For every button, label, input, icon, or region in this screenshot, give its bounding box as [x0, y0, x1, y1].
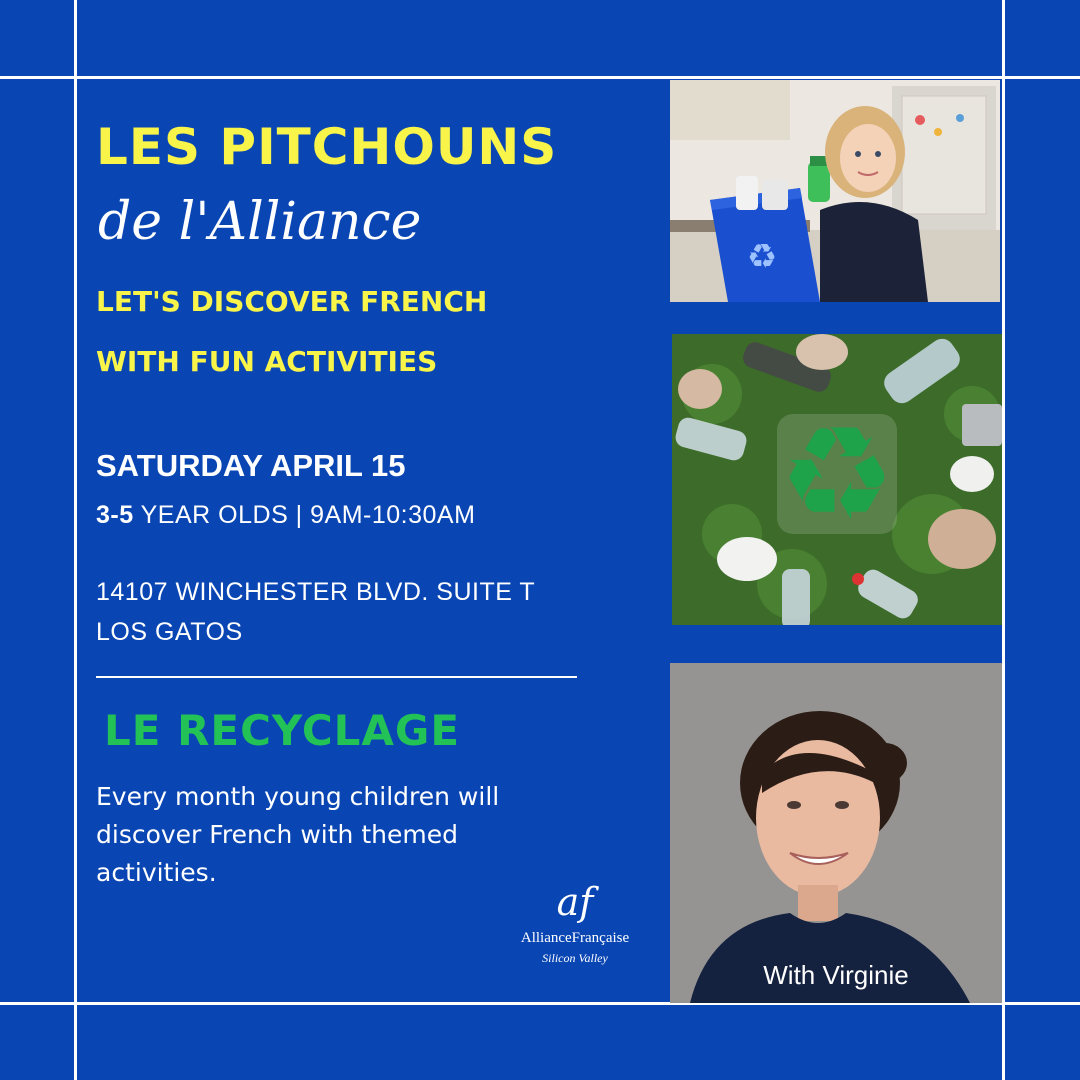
subtitle-line-2: WITH FUN ACTIVITIES [96, 345, 438, 378]
ages-time-text: YEAR OLDS | 9AM-10:30AM [133, 501, 476, 529]
recycling-symbol-photo [672, 334, 1002, 625]
frame-line-left [74, 0, 77, 1080]
event-ages-time [96, 501, 475, 530]
logo-subtitle: Silicon Valley [542, 951, 608, 965]
age-range: 3-5 [96, 501, 134, 529]
frame-line-top [0, 76, 1080, 79]
teacher-photo [670, 663, 1002, 1003]
logo-mark: af [556, 880, 594, 924]
svg-text:♻: ♻ [746, 237, 778, 277]
frame-line-right [1002, 0, 1005, 1080]
theme-title: LE RECYCLAGE [104, 706, 461, 755]
logo-name: AllianceFrançaise [520, 930, 630, 946]
child-recycling-photo [670, 80, 1000, 302]
teacher-caption: With Virginie [763, 960, 909, 990]
svg-text:♻: ♻ [778, 398, 896, 550]
subtitle-line-1: LET'S DISCOVER FRENCH [96, 285, 488, 318]
page-title-script: de l'Alliance [98, 192, 422, 252]
divider [96, 676, 577, 678]
page-title: LES PITCHOUNS [96, 118, 558, 176]
alliance-francaise-logo [500, 882, 650, 966]
event-date: SATURDAY APRIL 15 [96, 448, 406, 483]
address-line-1: 14107 WINCHESTER BLVD. SUITE T [96, 578, 536, 606]
address-line-2: LOS GATOS [96, 618, 243, 646]
theme-description: Every month young children will discover French with themed activities. [96, 782, 500, 887]
